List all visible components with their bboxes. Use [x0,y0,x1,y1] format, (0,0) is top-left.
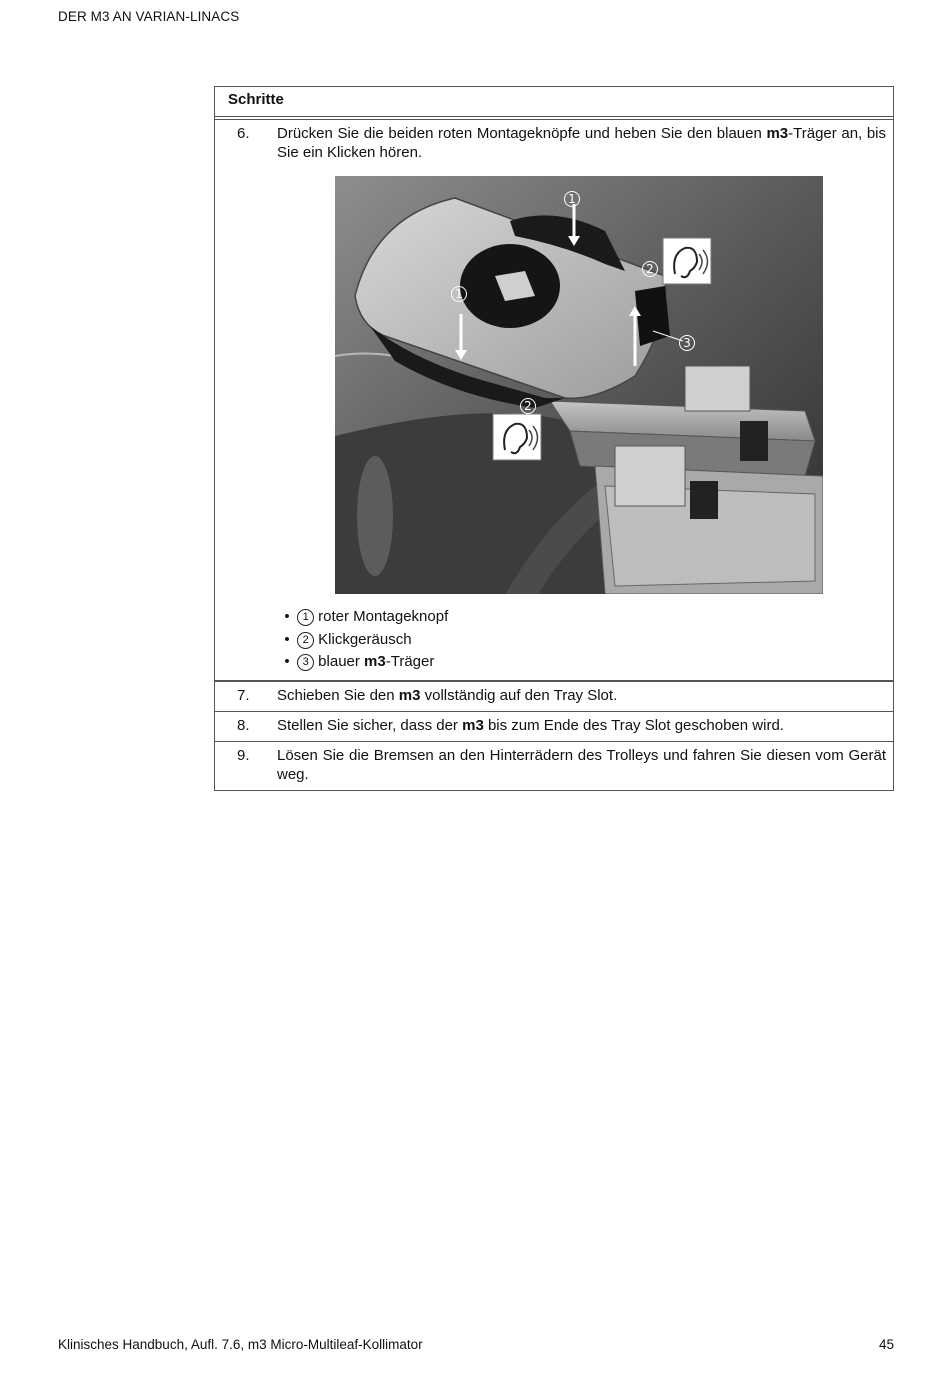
legend-item: • 1 roter Montageknopf [284,608,449,625]
running-header: DER M3 AN VARIAN-LINACS [58,9,240,24]
callout-3: 3 [683,336,691,350]
step-text: Schieben Sie den m3 vollständig auf den Tray Slot. [277,686,618,704]
step-row-7 [215,682,893,712]
step-row-6 [215,120,893,682]
callout-1-top: 1 [568,192,576,206]
figure-legend [281,606,893,674]
callout-2-right: 2 [646,262,654,276]
callout-2-bottom: 2 [524,399,532,413]
legend-item: • 2 Klickgeräusch [284,630,412,648]
callout-1-left: 1 [455,287,463,301]
step-text: Stellen Sie sicher, dass der m3 bis zum Ende des Tray Slot geschoben wird. [277,716,784,734]
m3-mounting-illustration [335,176,823,594]
steps-table [214,86,894,791]
step-row-8 [215,712,893,742]
footer-document-title: Klinisches Handbuch, Aufl. 7.6, m3 Micro-Multileaf-Kollimator [58,1337,423,1352]
step-number: 7. [237,686,250,704]
step-number: 8. [237,716,250,734]
step-row-9 [215,742,893,790]
table-heading: Schritte [215,87,893,117]
step-text: Drücken Sie die beiden roten Montageknöpfe und heben Sie den blauen m3-Träger an, bis Sie ein Klicken hören. [277,125,886,161]
legend-item: • 3 blauer m3-Träger [284,653,435,670]
step-text: Lösen Sie die Bremsen an den Hinterrädern des Trolleys und fahren Sie diesen vom Gerät weg. [277,746,886,783]
page-number: 45 [878,1337,894,1352]
step-number: 9. [237,746,250,764]
step-number: 6. [237,125,250,142]
